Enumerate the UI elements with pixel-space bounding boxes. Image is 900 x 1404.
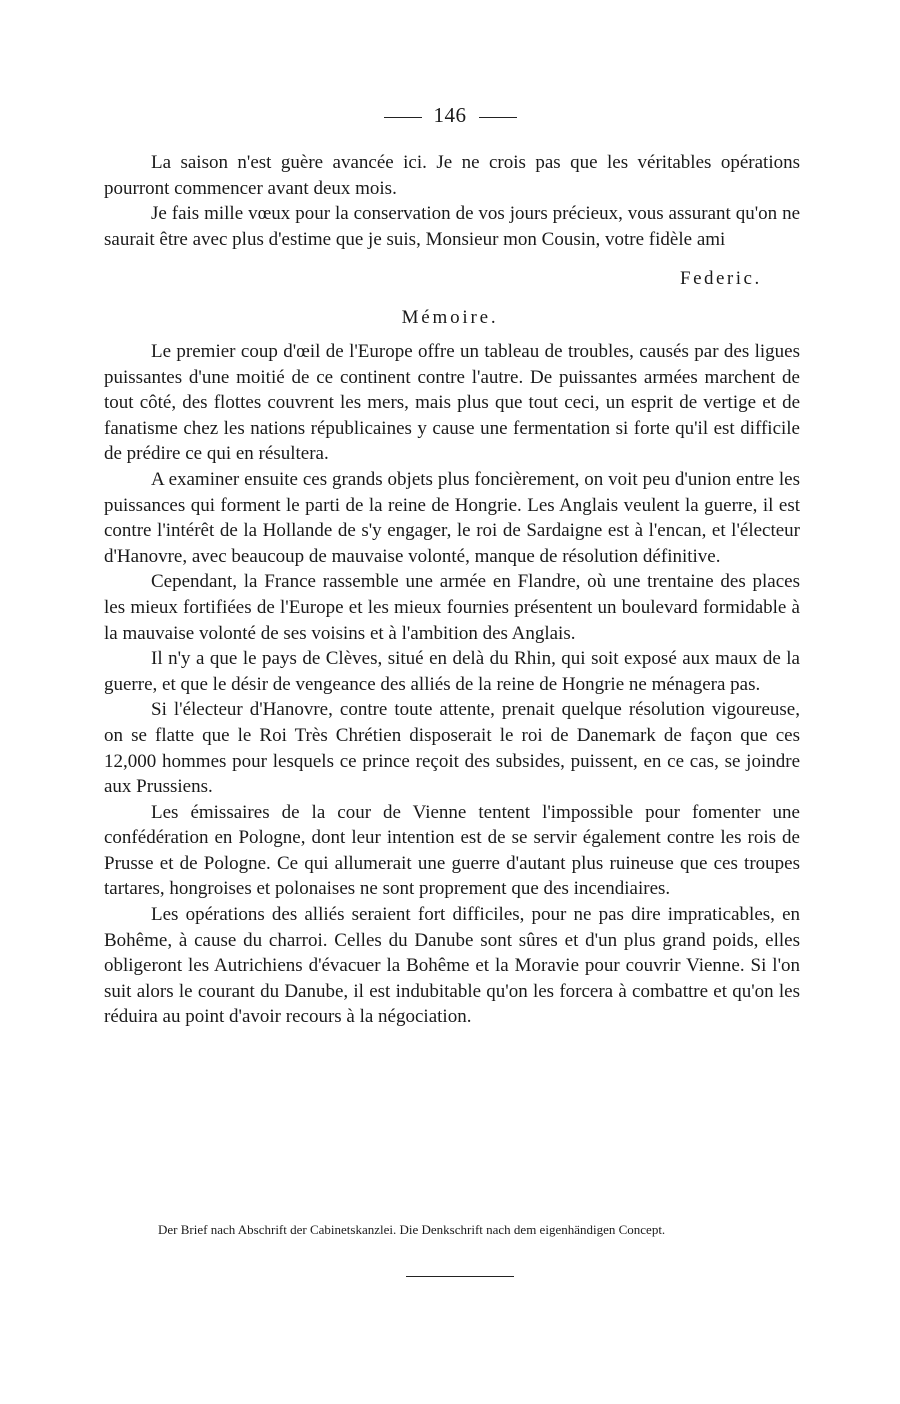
footnote-text: Der Brief nach Abschrift der Cabinetskanzlei. Die Denkschrift nach dem eigenhändigen Concept. (158, 1222, 666, 1237)
end-rule (406, 1276, 514, 1277)
memoire-heading: Mémoire. (401, 307, 499, 328)
left-dash (384, 117, 422, 118)
page-number-row (0, 103, 900, 128)
letter-body (104, 150, 800, 252)
memoire-paragraph: Si l'électeur d'Hanovre, contre toute attente, prenait quelque résolution vigoureuse, on se flatte que le Roi Très Chrétien disposerait le roi de Danemark de façon que ces 12,000 hommes pour lesquels ce prince reçoit des subsides, puissent, en ce cas, se joindre aux Prussiens. (104, 699, 800, 798)
page-number: 146 (433, 103, 467, 127)
memoire-paragraph: A examiner ensuite ces grands objets plus foncièrement, on voit peu d'union entre les puissances qui forment le parti de la reine de Hongrie. Les Anglais veulent la guerre, il est contre l'intérêt de la Hollande de s'y engager, le roi de Sardaigne est à l'encan, et l'électeur d'Hanovre, avec beaucoup de mauvaise volonté, manque de résolution définitive. (104, 468, 800, 567)
letter-paragraph: Je fais mille vœux pour la conservation de vos jours précieux, vous assurant qu'on ne saurait être avec plus d'estime que je suis, Monsieur mon Cousin, votre fidèle ami (104, 203, 800, 250)
memoire-paragraph: Les émissaires de la cour de Vienne tentent l'impossible pour fomenter une confédération en Pologne, dont leur intention est de se servir également contre les rois de Prusse et de Pologne. Ce qui allumerait une guerre d'autant plus ruineuse que ces troupes tartares, hongroises et polonaises ne sont proprement que des incendiaires. (104, 801, 800, 900)
letter-paragraph: La saison n'est guère avancée ici. Je ne crois pas que les véritables opérations pourront commencer avant deux mois. (104, 152, 800, 199)
memoire-body (104, 339, 800, 1030)
memoire-paragraph: Les opérations des alliés seraient fort difficiles, pour ne pas dire impraticables, en Bohême, à cause du charroi. Celles du Danube sont sûres et d'un plus grand poids, elles obligeront les Autrichiens d'évacuer la Bohême et la Moravie pour couvrir Vienne. Si l'on suit alors le courant du Danube, il est indubitable qu'on les forcera à combattre et qu'on les réduira au point d'avoir recours à la négociation. (104, 904, 800, 1028)
footnote (112, 1222, 812, 1238)
memoire-paragraph: Le premier coup d'œil de l'Europe offre un tableau de troubles, causés par des ligues puissantes d'une moitié de ce continent contre l'autre. De puissantes armées marchent de tout côté, des flottes couvrent les mers, mais plus que tout ceci, un esprit de vertige et de fanatisme chez les nations républicaines y cause une fermentation si forte qu'il est difficile de prédire ce qui en résultera. (104, 341, 800, 465)
memoire-paragraph: Il n'y a que le pays de Clèves, situé en delà du Rhin, qui soit exposé aux maux de la guerre, et que le désir de vengeance des alliés de la reine de Hongrie ne ménagera pas. (104, 648, 800, 695)
signature: Federic. (680, 268, 762, 289)
right-dash (479, 117, 517, 118)
memoire-paragraph: Cependant, la France rassemble une armée en Flandre, où une trentaine des places les mieux fortifiées de l'Europe et les mieux fournies présentent un boulevard formidable à la mauvaise volonté de ses voisins et à l'ambition des Anglais. (104, 571, 800, 644)
